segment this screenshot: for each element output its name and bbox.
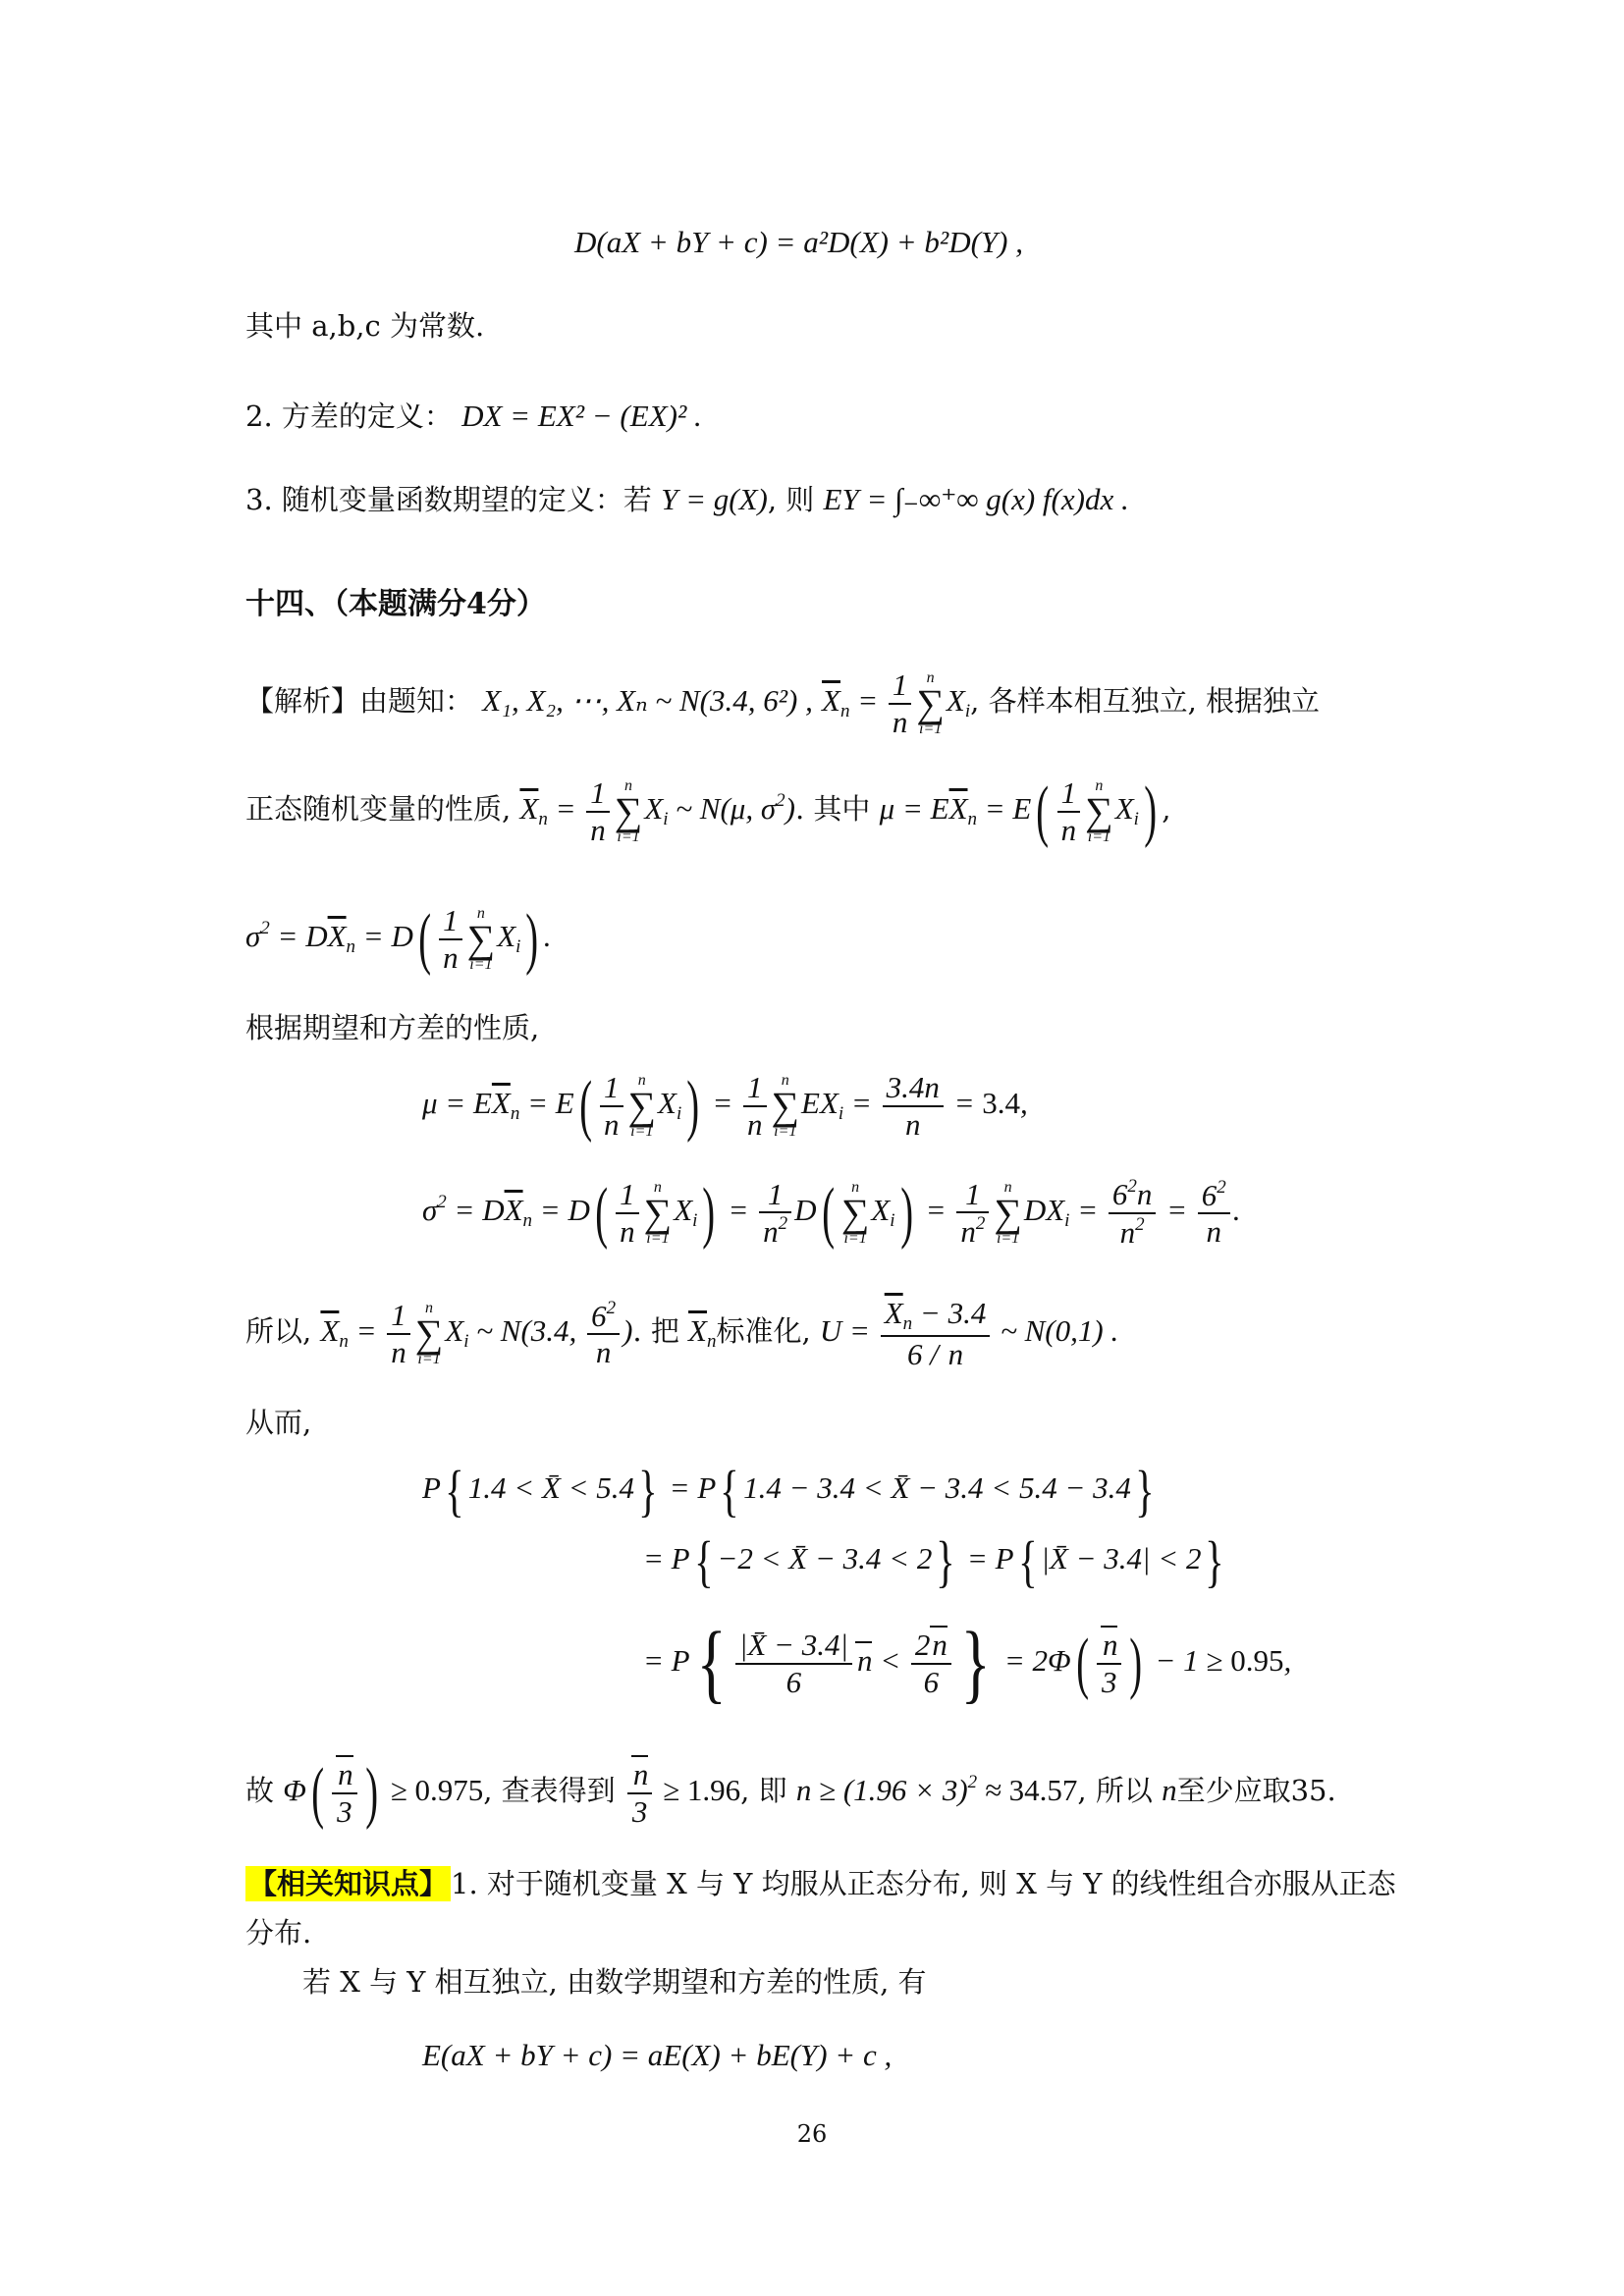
analysis-line-3: $\sigma^2 = D\overline{X}_n = D$( $\frac{1}{n}$ n ∑ i=1 $X_i$) .	[245, 900, 552, 977]
probability-step-3: = P{ $\frac{|X̄ - 3.4|}{6}$ n < $\frac{2n}{6}$ } = 2Φ( $\frac{n}{3}$ ) − 1 ≥ 0.95,	[643, 1615, 1292, 1712]
related-knowledge-line-2: 分布.	[245, 1916, 312, 1949]
item-2-variance-definition: 2. 方差的定义： DX = EX² − (EX)² .	[245, 399, 702, 433]
properties-intro: 根据期望和方差的性质,	[245, 1011, 540, 1044]
variance-linear-formula: D(aX + bY + c) = a²D(X) + b²D(Y) ,	[574, 225, 1023, 259]
item-3-function-expectation: 3. 随机变量函数期望的定义：若 Y = g(X), 则 EY = ∫₋∞⁺∞ g(x) f(x)dx .	[245, 482, 1129, 516]
probability-step-1: P{ 1.4 < X̄ < 5.4} = P{ 1.4 − 3.4 < X̄ − 3.4 < 5.4 − 3.4}	[422, 1459, 1155, 1522]
distribution-conclusion: 所以, $\overline{X}_n$ = $\frac{1}{n}$ n ∑ i=1 $X_i$ ~ N(3.4, $\frac{6^2}{n}$ ). 把 $\overline{X}_n$标准化, U = $\frac{\overline{X}_n - 3.4}{6 / n}$ ~ N(0,1) .	[245, 1296, 1119, 1371]
analysis-line-2: 正态随机变量的性质, $\overline{X}_n$ = $\frac{1}{n}$ n ∑ i=1 $X_i$ ~ N(μ, $\sigma^2$). 其中 $\mu = E\overline{X}_n = E$( $\frac{1}{n}$ n ∑ i=1 $X_i$) ,	[245, 773, 1171, 849]
related-knowledge-line-3: 若 X 与 Y 相互独立, 由数学期望和方差的性质, 有	[302, 1965, 927, 1999]
mean-derivation: $\mu = E\overline{X}_n = E$( $\frac{1}{n}$ n ∑ i=1 $X_i$) = $\frac{1}{n}$ n ∑ i=1 $EX_i$ = $\frac{3.4n}{n}$ = 3.4,	[422, 1067, 1028, 1144]
related-knowledge-line-1: 【相关知识点】 1. 对于随机变量 X 与 Y 均服从正态分布, 则 X 与 Y 的线性组合亦服从正态	[245, 1867, 1396, 1901]
final-conclusion: 故 Φ( $\frac{n}{3}$ ) ≥ 0.975, 查表得到 $\frac{n}{3}$ ≥ 1.96, 即 $n \ge (1.96 \times 3)^2 \approx 34.57$, 所以 n至少应取35.	[245, 1754, 1336, 1831]
expectation-linear-formula: E(aX + bY + c) = aE(X) + bE(Y) + c ,	[422, 2038, 893, 2072]
analysis-line-1: 【解析】由题知： X₁, X₂, ⋯, Xₙ ~ N(3.4, 6²) , $\overline{X}_n$ = $\frac{1}{n}$ n ∑ i=1 $X_i$, 各样本相互独立, 根据独立	[245, 667, 1321, 739]
thus-label: 从而,	[245, 1406, 312, 1439]
page-number: 26	[796, 2120, 828, 2148]
section-heading: 十四、（本题满分4分）	[245, 587, 546, 621]
variance-derivation: $\sigma^2 = D\overline{X}_n = D$( $\frac{1}{n}$ n ∑ i=1 $X_i$) = $\frac{1}{n^2}$ D( n ∑ i=1 $X_i$) = $\frac{1}{n^2}$ n ∑ i=1 $DX_i$ = $\frac{6^2n}{n^2}$ = $\frac{6^2}{n}$ .	[422, 1174, 1241, 1251]
related-knowledge-tag: 【相关知识点】	[245, 1866, 451, 1901]
constants-note: 其中 a,b,c 为常数.	[245, 309, 485, 343]
probability-step-2: = P{ −2 < X̄ − 3.4 < 2} = P{ |X̄ − 3.4| < 2}	[643, 1529, 1225, 1593]
